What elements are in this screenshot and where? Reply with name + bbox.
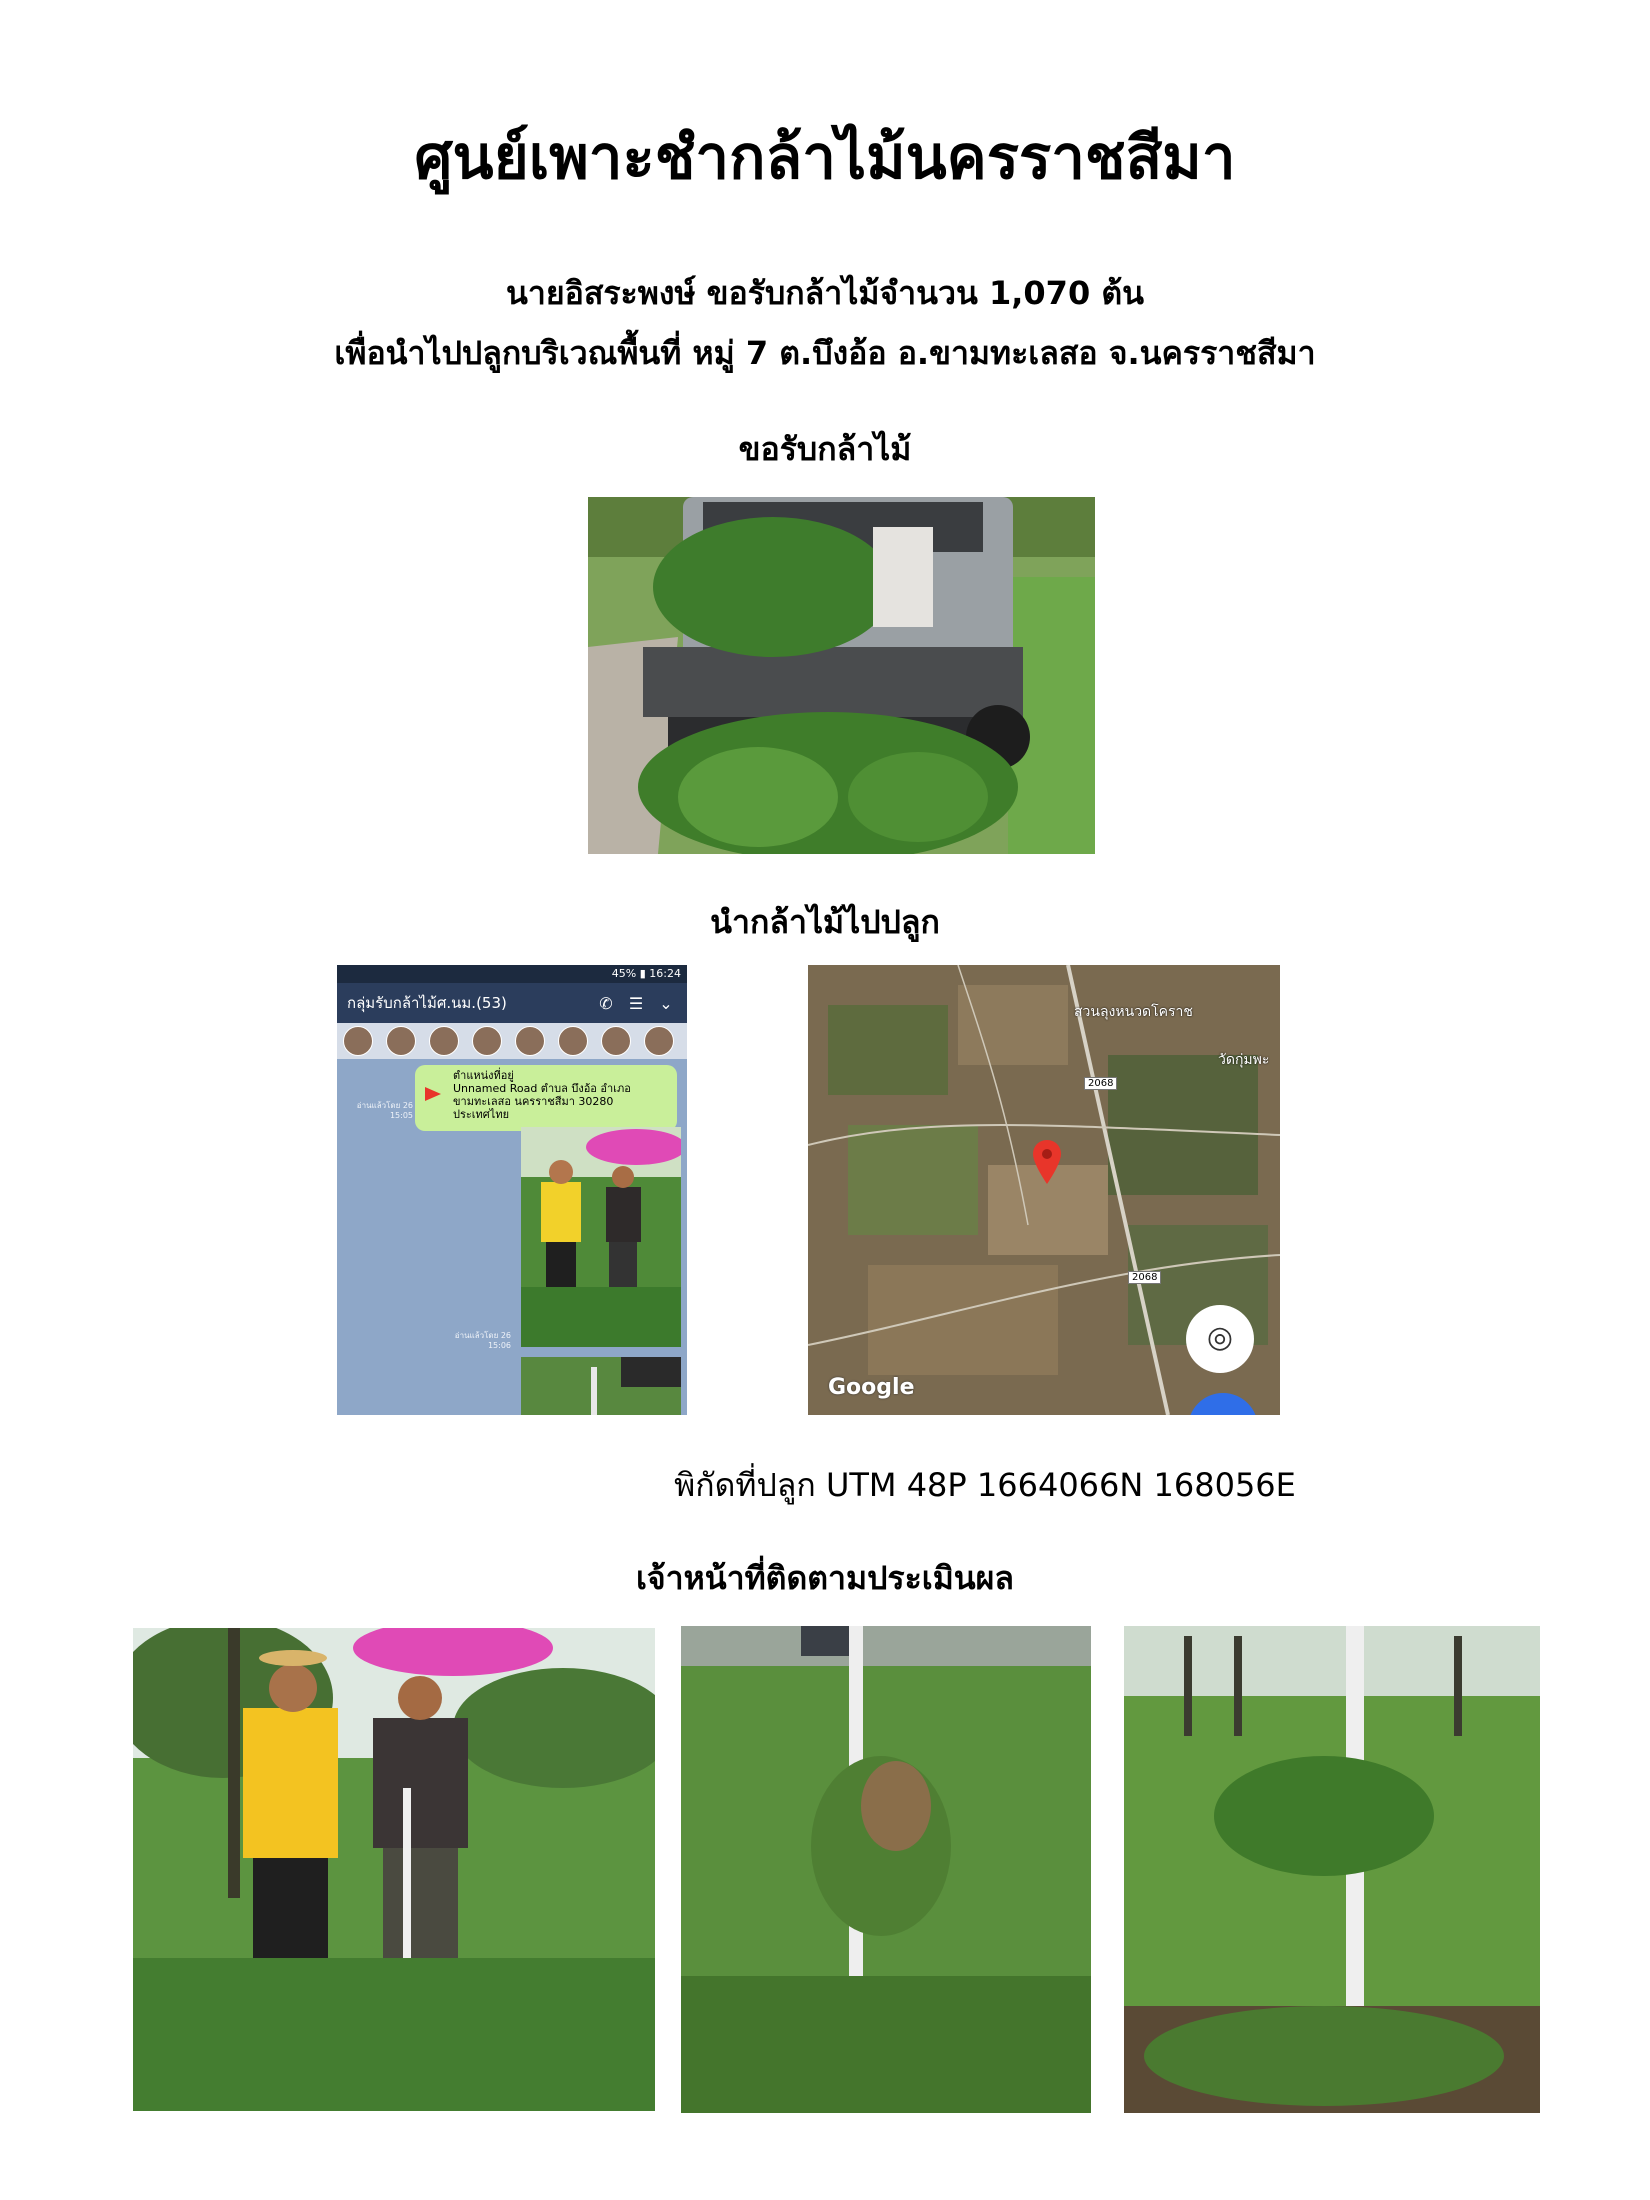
chat-photo-people [521,1127,681,1347]
location-text: Unnamed Road ตำบล บึงอ้อ อำเภอ ขามทะเลสอ นครราชสีมา 30280 ประเทศไทย [453,1082,631,1121]
avatar [644,1026,674,1056]
read-timestamp: อ่านแล้วโดย 26 15:05 [356,1101,413,1120]
location-title: ตำแหน่งที่อยู่ [453,1069,514,1082]
member-avatars [337,1023,687,1059]
read-timestamp: อ่านแล้วโดย 26 15:06 [454,1331,511,1350]
chat-group-name: กลุ่มรับกล้าไม้ศ.นม.(53) [347,994,507,1012]
section-heading-receive: ขอรับกล้าไม้ [738,430,912,468]
avatar [343,1026,373,1056]
avatar [386,1026,416,1056]
map-brand: Google [828,1375,915,1400]
truck-seedlings-photo [588,497,1095,854]
location-pin-icon [425,1087,441,1101]
chat-header [337,983,687,1023]
road-number: 2068 [1128,1271,1161,1284]
intro-line-2: เพื่อนำไปปลูกบริเวณพื้นที่ หมู่ 7 ต.บึงอ้อ อ.ขามทะเลสอ จ.นครราชสีมา [334,334,1316,372]
chat-screenshot [337,965,687,1415]
seedling-with-measuring-pole-photo [681,1626,1091,2113]
map-place-label: สวนลุงหนวดโคราช [1074,1004,1193,1020]
chevron-down-icon: ⌄ [659,993,673,1013]
map-pin-icon [1033,1140,1061,1184]
teak-seedling-with-pole-photo [1124,1626,1540,2113]
avatar [472,1026,502,1056]
section-heading-followup: เจ้าหน้าที่ติดตามประเมินผล [635,1559,1015,1597]
phone-icon: ✆ [599,993,613,1013]
road-number: 2068 [1084,1077,1117,1090]
avatar [601,1026,631,1056]
section-heading-plant: นำกล้าไม้ไปปลูก [710,903,940,941]
avatar [429,1026,459,1056]
map-place-label: วัดกุ่มพะ [1218,1052,1270,1068]
my-location-icon[interactable]: ◎ [1186,1305,1254,1373]
officers-with-umbrella-photo [133,1628,655,2111]
location-message [415,1065,677,1131]
avatar [558,1026,588,1056]
chat-photo-partial [521,1357,681,1415]
intro-line-1: นายอิสระพงษ์ ขอรับกล้าไม้จำนวน 1,070 ต้น [506,274,1144,312]
page-title: ศูนย์เพาะชำกล้าไม้นครราชสีมา [414,123,1236,193]
planting-coordinates: พิกัดที่ปลูก UTM 48P 1664066N 168056E [674,1466,1296,1504]
avatar [515,1026,545,1056]
satellite-map [808,965,1280,1415]
status-bar: 45% ▮ 16:24 [337,965,687,983]
menu-icon: ☰ [628,993,644,1013]
